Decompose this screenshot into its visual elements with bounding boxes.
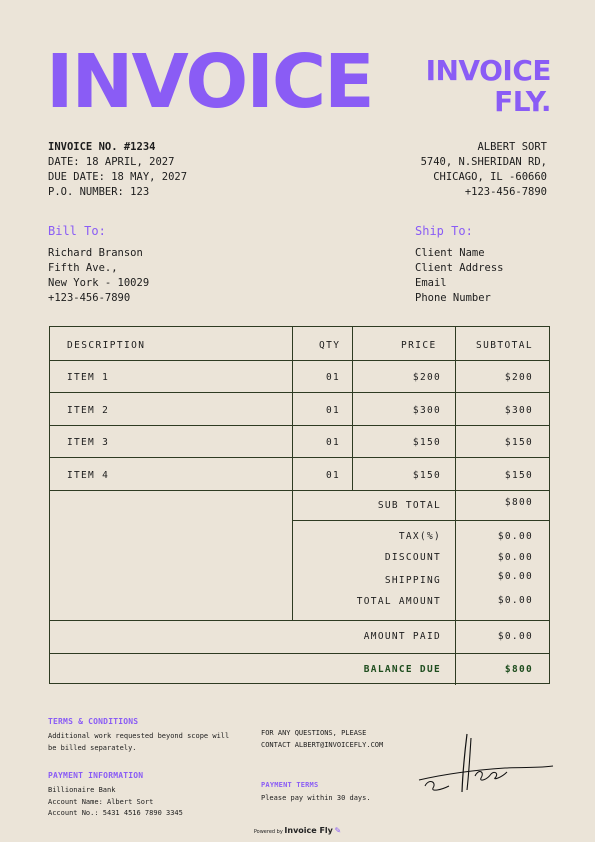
bill-to-name: Richard Branson [48, 247, 143, 259]
row-subtotal: $300 [504, 405, 533, 416]
total-amount-label: TOTAL AMOUNT [356, 596, 441, 607]
payment-info [48, 785, 183, 820]
sender-name: ALBERT SORT [477, 141, 547, 153]
ship-to-email: Email [415, 277, 447, 289]
bank-name: Billionaire Bank [48, 786, 116, 794]
questions-line: CONTACT ALBERT@INVOICEFLY.COM [261, 740, 384, 749]
shipping-value: $0.00 [497, 571, 533, 582]
grid-line [50, 425, 549, 426]
bill-to-heading: Bill To: [48, 224, 106, 238]
payment-info-heading: PAYMENT INFORMATION [48, 771, 144, 780]
grid-line [352, 327, 353, 490]
terms-line: Additional work requested beyond scope will [48, 732, 230, 740]
row-description: ITEM 4 [67, 470, 110, 481]
row-price: $300 [412, 405, 441, 416]
sender-phone: +123-456-7890 [464, 186, 547, 198]
ship-to-heading: Ship To: [415, 224, 473, 238]
row-price: $150 [412, 437, 441, 448]
brand-logo [426, 55, 551, 117]
terms-line: be billed separately. [48, 743, 137, 752]
row-price: $200 [412, 372, 441, 383]
amount-paid-value: $0.00 [497, 631, 533, 642]
shipping-label: SHIPPING [384, 575, 441, 586]
questions-contact [261, 728, 383, 751]
grid-line [50, 360, 549, 361]
payment-terms-text: Please pay within 30 days. [261, 794, 371, 802]
bill-to-street: Fifth Ave., [48, 262, 118, 274]
row-subtotal: $150 [504, 470, 533, 481]
col-header-qty: QTY [319, 340, 341, 351]
col-header-price: PRICE [401, 340, 437, 351]
discount-value: $0.00 [497, 552, 533, 563]
brand-line-1: INVOICE [425, 54, 551, 87]
row-qty: 01 [326, 470, 341, 481]
grid-line [50, 457, 549, 458]
terms-heading: TERMS & CONDITIONS [48, 717, 139, 726]
amount-paid-label: AMOUNT PAID [363, 631, 441, 642]
tax-label: TAX(%) [398, 531, 441, 542]
ship-to-block [415, 246, 504, 306]
account-name: Account Name: Albert Sort [48, 797, 154, 806]
col-header-description: DESCRIPTION [67, 340, 146, 351]
invoice-po-number: P.O. NUMBER: 123 [48, 186, 150, 198]
powered-brand: Invoice Fly [284, 826, 333, 835]
sender-street: 5740, N.SHERIDAN RD, [420, 156, 547, 168]
invoice-meta [48, 140, 187, 200]
bill-to-block [48, 246, 149, 306]
grid-line [50, 653, 549, 654]
tax-value: $0.00 [497, 531, 533, 542]
items-table [49, 326, 550, 684]
invoice-title: INVOICE [46, 39, 373, 125]
row-qty: 01 [326, 405, 341, 416]
row-description: ITEM 1 [67, 372, 110, 383]
terms-text [48, 731, 229, 754]
sender-address [421, 140, 547, 200]
bill-to-city: New York - 10029 [48, 277, 150, 289]
invoice-fly-icon: ✎ [334, 826, 342, 835]
signature-image [415, 728, 555, 798]
row-qty: 01 [326, 372, 341, 383]
sub-total-value: $800 [504, 497, 533, 508]
grid-line [50, 620, 549, 621]
row-subtotal: $150 [504, 437, 533, 448]
powered-prefix: Powered by [253, 829, 283, 835]
powered-by [0, 826, 595, 835]
grid-line [50, 392, 549, 393]
row-description: ITEM 2 [67, 405, 110, 416]
row-qty: 01 [326, 437, 341, 448]
ship-to-phone: Phone Number [415, 292, 491, 304]
row-description: ITEM 3 [67, 437, 110, 448]
account-number: Account No.: 5431 4516 7890 3345 [48, 809, 183, 817]
ship-to-name: Client Name [415, 247, 485, 259]
sub-total-label: SUB TOTAL [377, 500, 441, 511]
payment-terms-heading: PAYMENT TERMS [261, 781, 319, 789]
brand-line-2: FLY. [494, 85, 551, 118]
invoice-due-date: DUE DATE: 18 MAY, 2027 [48, 171, 188, 183]
grid-line [50, 490, 549, 491]
grid-line [455, 327, 456, 685]
balance-due-label: BALANCE DUE [363, 664, 441, 675]
ship-to-address: Client Address [415, 262, 504, 274]
bill-to-phone: +123-456-7890 [48, 292, 131, 304]
grid-line [292, 520, 549, 521]
grid-line [292, 327, 293, 620]
questions-line: FOR ANY QUESTIONS, PLEASE [261, 729, 367, 737]
col-header-subtotal: SUBTOTAL [476, 340, 533, 351]
invoice-date: DATE: 18 APRIL, 2027 [48, 156, 175, 168]
row-subtotal: $200 [504, 372, 533, 383]
balance-due-value: $800 [504, 664, 533, 675]
total-amount-value: $0.00 [497, 595, 533, 606]
sender-city: CHICAGO, IL -60660 [433, 171, 547, 183]
discount-label: DISCOUNT [384, 552, 441, 563]
row-price: $150 [412, 470, 441, 481]
invoice-number: INVOICE NO. #1234 [48, 141, 156, 153]
